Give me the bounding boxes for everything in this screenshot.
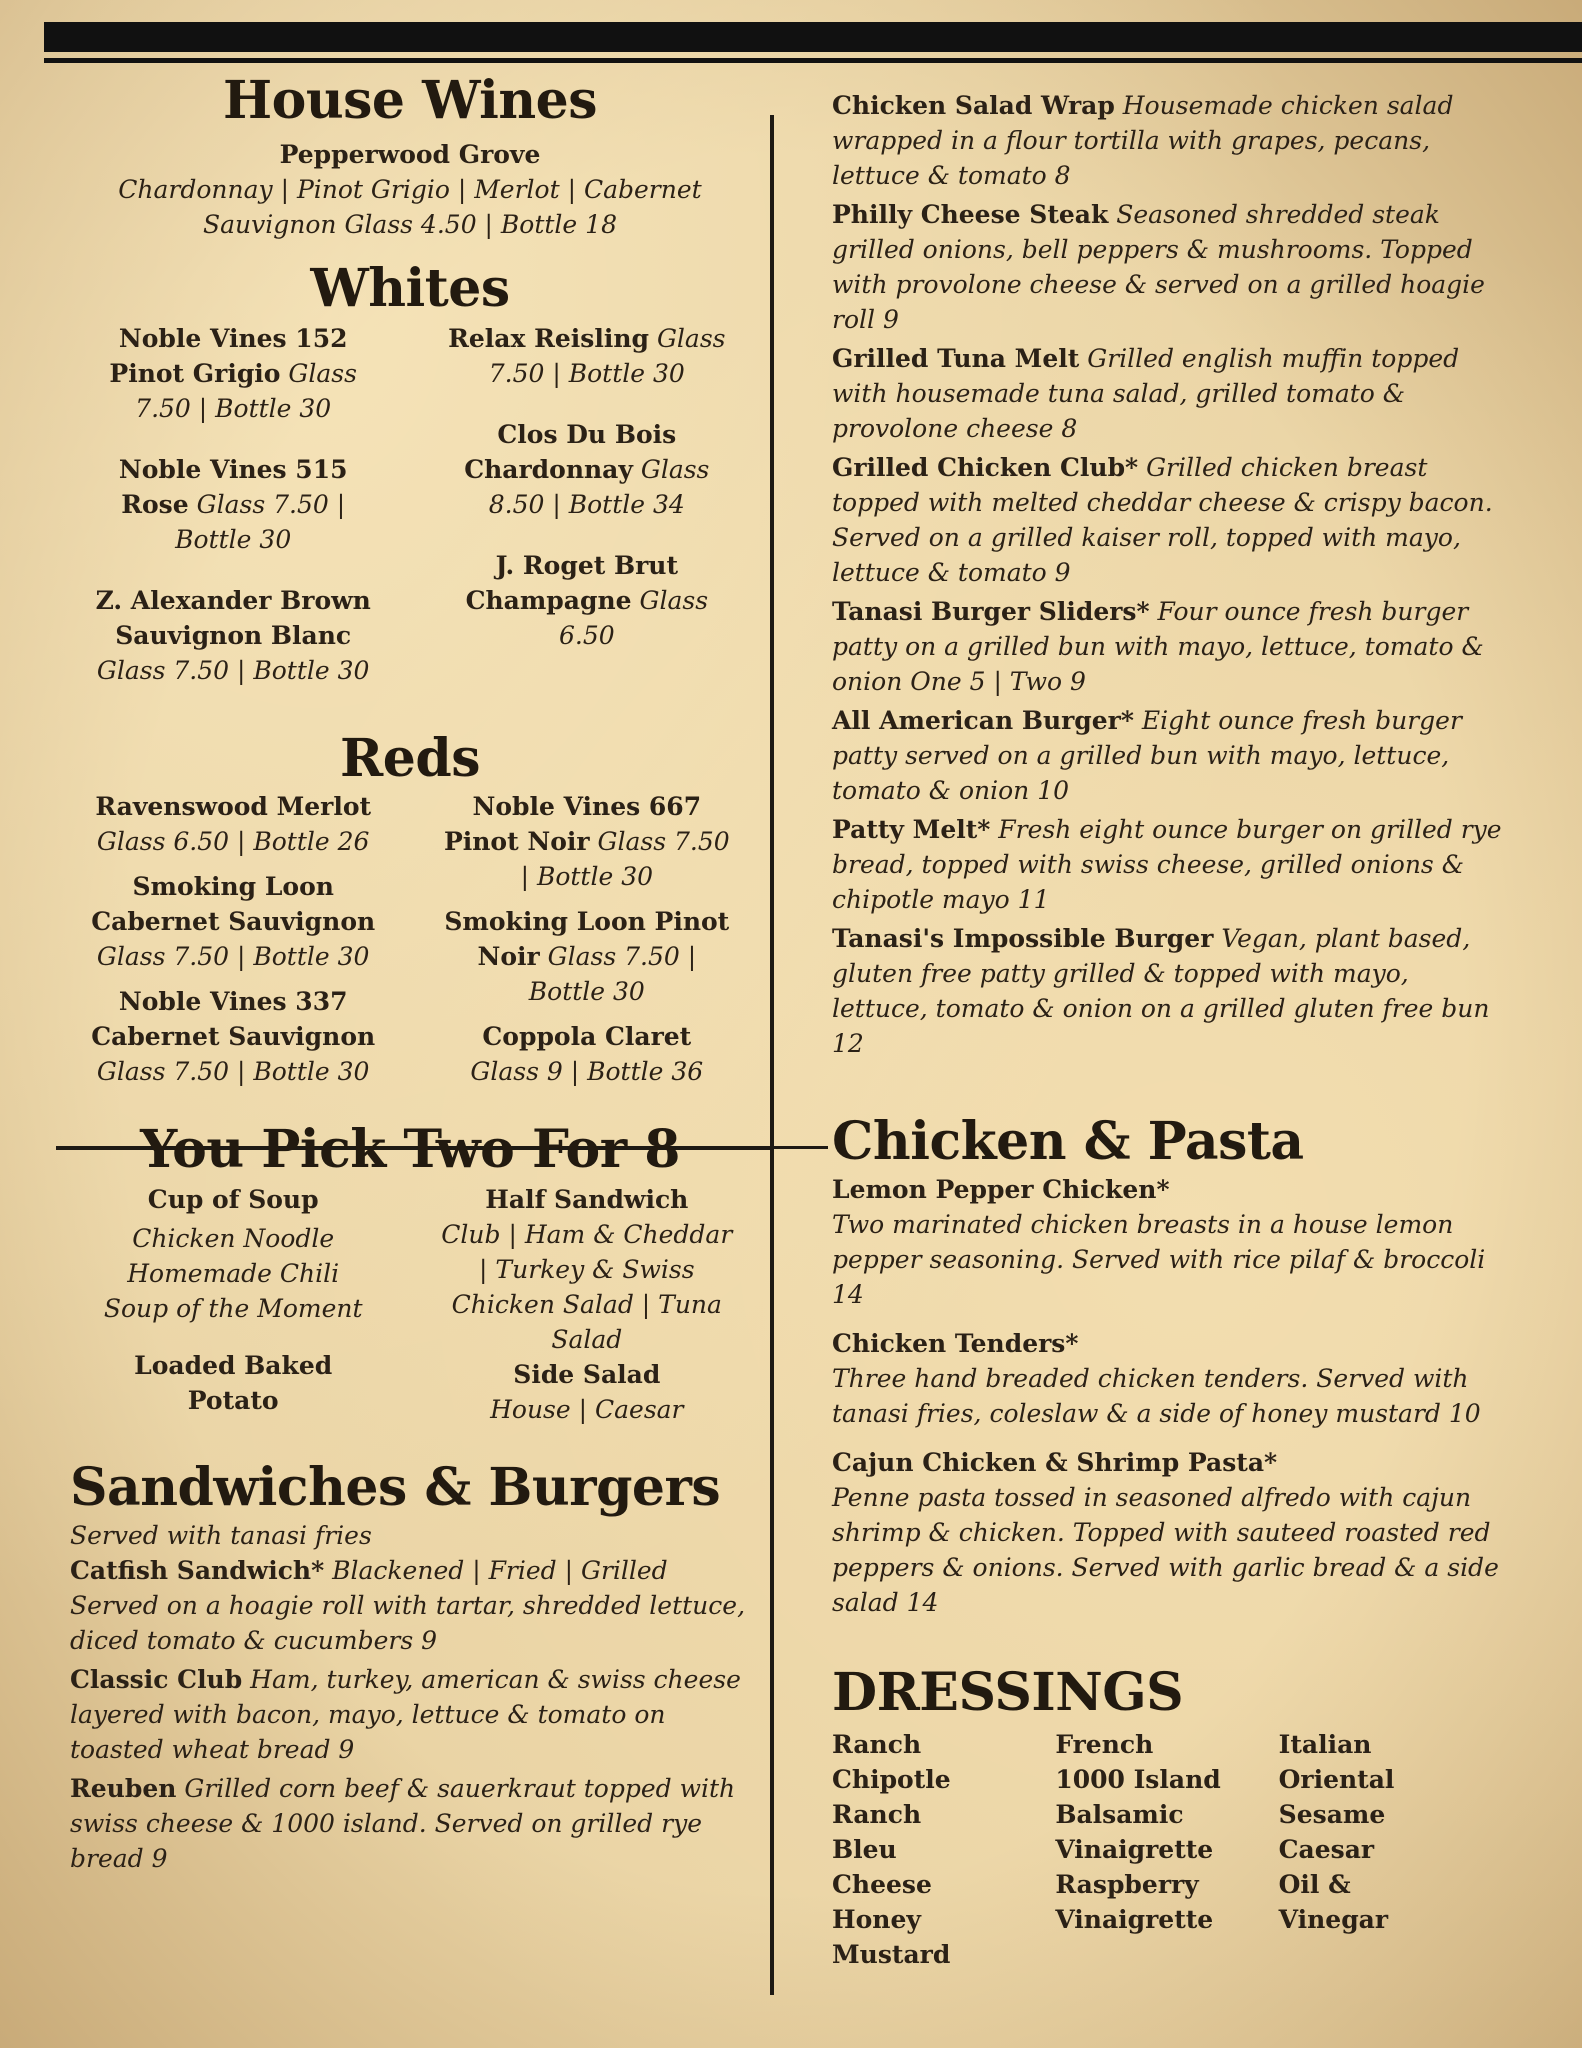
dressing-item: Sesame xyxy=(1278,1800,1386,1829)
item-name: Grilled Chicken Club* xyxy=(832,453,1139,482)
item-name: Tanasi Burger Sliders* xyxy=(832,597,1150,626)
item-name: Chicken Salad Wrap xyxy=(832,91,1115,120)
menu-item xyxy=(70,1662,750,1767)
side-salad-title: Side Salad xyxy=(513,1360,661,1389)
wine-name-2: Champagne xyxy=(465,586,632,615)
side-salad-options: House | Caesar xyxy=(490,1395,684,1424)
wine-name-2: Rose xyxy=(121,490,189,519)
wine-item xyxy=(424,904,750,1009)
wine-item xyxy=(424,1019,750,1089)
dressing-item: Oil & xyxy=(1278,1870,1351,1899)
item-name: Cajun Chicken & Shrimp Pasta* xyxy=(832,1448,1278,1477)
wine-item xyxy=(70,789,396,859)
item-name: Reuben xyxy=(70,1774,177,1803)
wine-name-2: Cabernet Sauvignon xyxy=(91,907,376,936)
menu-item xyxy=(832,1172,1502,1312)
item-name: Lemon Pepper Chicken* xyxy=(832,1175,1170,1204)
dressing-item: Raspberry xyxy=(1055,1870,1199,1899)
item-desc: Eight ounce fresh burger patty served on a grilled bun with mayo, lettuce, tomato & onion 10 xyxy=(832,706,1462,805)
reds-title: Reds xyxy=(340,728,480,789)
wine-name-2: Sauvignon Blanc xyxy=(115,621,352,650)
dressing-item: Mustard xyxy=(832,1940,951,1969)
wine-name: J. Roget Brut xyxy=(495,551,679,580)
wine-price-2: Glass 6.50 | Bottle 26 xyxy=(96,827,370,856)
half-sandwich-title: Half Sandwich xyxy=(485,1185,689,1214)
item-name: Patty Melt* xyxy=(832,815,991,844)
reds-left xyxy=(70,789,396,1089)
item-desc: Two marinated chicken breasts in a house lemon pepper seasoning. Served with rice pilaf & broccoli 14 xyxy=(832,1210,1486,1309)
wine-name: Noble Vines 337 xyxy=(118,987,348,1016)
dressings-title: DRESSINGS xyxy=(832,1662,1184,1723)
sandwich-option: | Turkey & Swiss xyxy=(479,1255,695,1284)
dressing-item: 1000 Island xyxy=(1055,1765,1221,1794)
dressing-item: Ranch xyxy=(832,1730,922,1759)
item-desc: Grilled chicken breast topped with melted cheddar cheese & crispy bacon. Served on a grilled kaiser roll, topped with mayo, lettuce & tomato 9 xyxy=(832,453,1493,587)
wine-price-2: 7.50 | Bottle 30 xyxy=(488,359,685,388)
wine-price-2: 6.50 xyxy=(558,621,615,650)
soup-item: Soup of the Moment xyxy=(103,1294,363,1323)
menu-item xyxy=(832,341,1502,446)
wine-price: Glass 7.50 | xyxy=(188,490,346,519)
house-wine-varieties-1: Chardonnay | Pinot Grigio | Merlot | Cabernet xyxy=(118,175,702,204)
wine-name: Smoking Loon Pinot xyxy=(444,907,730,936)
wine-item xyxy=(70,869,396,974)
menu-item xyxy=(70,1771,750,1876)
wine-name: Ravenswood Merlot xyxy=(95,792,372,821)
pick-two-list xyxy=(70,1182,750,1427)
wine-name-2: Noir xyxy=(477,942,540,971)
wine-price: Glass 7.50 xyxy=(589,827,730,856)
wine-name-2: Cabernet Sauvignon xyxy=(91,1022,376,1051)
wine-name: Smoking Loon xyxy=(132,872,334,901)
wine-price-2: Glass 7.50 | Bottle 30 xyxy=(96,656,370,685)
whites-right xyxy=(424,321,750,714)
divider-tick xyxy=(770,1146,828,1149)
pick-two-left xyxy=(70,1182,396,1427)
sandwiches-title: Sandwiches & Burgers xyxy=(70,1457,721,1518)
wine-name: Coppola Claret xyxy=(482,1022,692,1051)
wine-name-2: Chardonnay xyxy=(464,455,633,484)
wine-price-2: | Bottle 30 xyxy=(520,862,654,891)
item-desc: Three hand breaded chicken tenders. Served with tanasi fries, coleslaw & a side of honey mustard 10 xyxy=(832,1364,1481,1428)
menu-item xyxy=(832,812,1502,917)
wine-item xyxy=(70,321,396,426)
wine-item xyxy=(424,548,750,653)
menu-item xyxy=(832,197,1502,337)
wine-name: Relax Reisling xyxy=(448,324,650,353)
house-wine-name: Pepperwood Grove xyxy=(279,140,541,169)
item-name: Grilled Tuna Melt xyxy=(832,344,1080,373)
item-desc: Ham, turkey, american & swiss cheese layered with bacon, mayo, lettuce & tomato on toasted wheat bread 9 xyxy=(70,1665,741,1764)
item-desc: Grilled corn beef & sauerkraut topped with swiss cheese & 1000 island. Served on grilled rye bread 9 xyxy=(70,1774,736,1873)
wine-name: Clos Du Bois xyxy=(497,420,677,449)
column-divider xyxy=(770,115,774,1995)
wine-price: Glass xyxy=(632,455,710,484)
dressing-item: Vinaigrette xyxy=(1055,1835,1214,1864)
top-border-line xyxy=(44,58,1582,63)
sandwich-option: Salad xyxy=(551,1325,623,1354)
item-name: Chicken Tenders* xyxy=(832,1329,1079,1358)
reds-right xyxy=(424,789,750,1089)
wine-item xyxy=(424,321,750,391)
wine-price: Glass xyxy=(280,359,357,388)
dressing-item: Chipotle xyxy=(832,1765,951,1794)
item-desc: Vegan, plant based, gluten free patty grilled & topped with mayo, lettuce, tomato & onion on a grilled gluten free bun 12 xyxy=(832,924,1490,1058)
item-name: All American Burger* xyxy=(832,706,1134,735)
dressing-item: Honey xyxy=(832,1905,921,1934)
sandwich-option: Club | Ham & Cheddar xyxy=(441,1220,733,1249)
whites-left xyxy=(70,321,396,714)
wine-item xyxy=(70,452,396,557)
dressing-item: Caesar xyxy=(1278,1835,1375,1864)
pick-two-right xyxy=(424,1182,750,1427)
potato-title: Loaded Baked xyxy=(134,1351,333,1380)
sandwiches-subtitle: Served with tanasi fries xyxy=(70,1521,372,1550)
potato-title-2: Potato xyxy=(187,1386,279,1415)
menu-item xyxy=(832,1445,1502,1620)
wine-item xyxy=(70,583,396,688)
dressing-item: Balsamic xyxy=(1055,1800,1184,1829)
item-desc: Seasoned shredded steak grilled onions, bell peppers & mushrooms. Topped with provolone cheese & served on a grilled hoagie roll 9 xyxy=(832,200,1485,334)
wine-price: Glass xyxy=(649,324,726,353)
wine-price-2: 8.50 | Bottle 34 xyxy=(488,490,685,519)
wine-price-2: Glass 7.50 | Bottle 30 xyxy=(96,942,370,971)
whites-list xyxy=(70,321,750,714)
dressing-item: Oriental xyxy=(1278,1765,1395,1794)
dressing-item: Bleu xyxy=(832,1835,897,1864)
item-name: Catfish Sandwich* xyxy=(70,1556,325,1585)
dressing-item: Italian xyxy=(1278,1730,1372,1759)
menu-item xyxy=(832,594,1502,699)
item-name: Philly Cheese Steak xyxy=(832,200,1109,229)
wine-price-2: Bottle 30 xyxy=(175,525,292,554)
dressings-col-1 xyxy=(832,1727,1055,1972)
wine-item xyxy=(424,789,750,894)
wine-name: Noble Vines 515 xyxy=(118,455,348,484)
menu-item xyxy=(832,88,1502,193)
item-name: Tanasi's Impossible Burger xyxy=(832,924,1214,953)
dressing-item: Ranch xyxy=(832,1800,922,1829)
wine-price: Glass 7.50 | xyxy=(539,942,697,971)
item-name: Classic Club xyxy=(70,1665,243,1694)
dressing-item: Vinegar xyxy=(1278,1905,1389,1934)
menu-item xyxy=(832,703,1502,808)
top-border-bar xyxy=(44,22,1582,52)
reds-list xyxy=(70,789,750,1089)
dressings-col-3 xyxy=(1279,1727,1502,1972)
wine-name-2: Pinot Noir xyxy=(443,827,590,856)
dressing-item: Cheese xyxy=(832,1870,932,1899)
house-wine-varieties-2: Sauvignon Glass 4.50 | Bottle 18 xyxy=(203,210,617,239)
menu-item xyxy=(70,1553,750,1658)
wine-name: Noble Vines 667 xyxy=(472,792,702,821)
item-desc: Four ounce fresh burger patty on a grilled bun with mayo, lettuce, tomato & onion One 5 | Two 9 xyxy=(832,597,1484,696)
wine-item xyxy=(70,984,396,1089)
wine-price: Glass xyxy=(631,586,709,615)
soup-title: Cup of Soup xyxy=(147,1185,319,1214)
menu-item xyxy=(832,450,1502,590)
soup-item: Chicken Noodle xyxy=(132,1224,335,1253)
dressings-col-2 xyxy=(1055,1727,1278,1972)
house-wines-title: House Wines xyxy=(223,70,597,131)
soup-item: Homemade Chili xyxy=(127,1259,340,1288)
dressings-list xyxy=(832,1727,1502,1972)
chicken-pasta-title: Chicken & Pasta xyxy=(832,1111,1304,1172)
whites-title: Whites xyxy=(310,258,510,319)
right-column xyxy=(832,88,1502,1972)
wine-name: Z. Alexander Brown xyxy=(95,586,371,615)
item-desc: Housemade chicken salad wrapped in a flour tortilla with grapes, pecans, lettuce & tomato 8 xyxy=(832,91,1454,190)
wine-price-2: Glass 9 | Bottle 36 xyxy=(470,1057,704,1086)
left-column xyxy=(70,66,750,1880)
dressing-item: French xyxy=(1055,1730,1154,1759)
wine-price-2: 7.50 | Bottle 30 xyxy=(135,394,332,423)
wine-item xyxy=(424,417,750,522)
pick-two-title: You Pick Two For 8 xyxy=(140,1119,680,1180)
sandwich-option: Chicken Salad | Tuna xyxy=(451,1290,722,1319)
item-desc: Penne pasta tossed in seasoned alfredo with cajun shrimp & chicken. Topped with sauteed roasted red peppers & onions. Served with garlic bread & a side salad 14 xyxy=(832,1483,1499,1617)
wine-price-2: Bottle 30 xyxy=(528,977,645,1006)
wine-name-2: Pinot Grigio xyxy=(109,359,281,388)
dressing-item: Vinaigrette xyxy=(1055,1905,1214,1934)
menu-item xyxy=(832,1326,1502,1431)
wine-name: Noble Vines 152 xyxy=(118,324,348,353)
menu-item xyxy=(832,921,1502,1061)
item-desc: Blackened | Fried | Grilled Served on a hoagie roll with tartar, shredded lettuce, diced tomato & cucumbers 9 xyxy=(70,1556,746,1655)
item-desc: Grilled english muffin topped with housemade tuna salad, grilled tomato & provolone cheese 8 xyxy=(832,344,1460,443)
wine-price-2: Glass 7.50 | Bottle 30 xyxy=(96,1057,370,1086)
item-desc: Fresh eight ounce burger on grilled rye bread, topped with swiss cheese, grilled onions & chipotle mayo 11 xyxy=(832,815,1502,914)
